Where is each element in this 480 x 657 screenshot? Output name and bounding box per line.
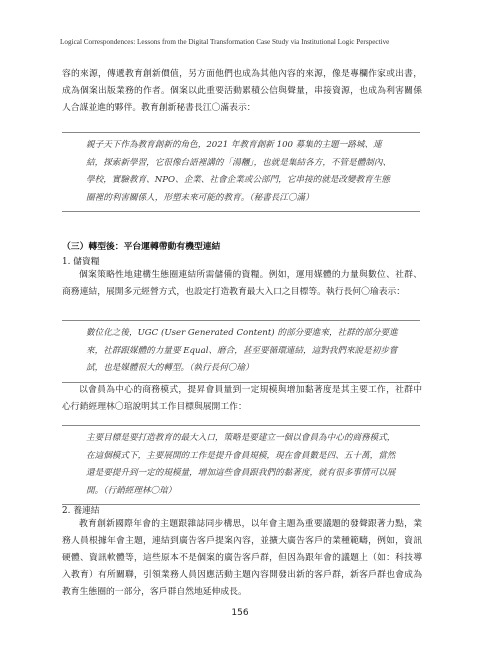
body-paragraph-3: 以會員為中心的商務模式，提昇會員量到一定規模與增加黏著度是其主要工作，社群中心行銷經理林〇琯說明其工作目標與展開工作： <box>62 385 422 412</box>
body-paragraph-1: 容的來源，傳遞教育創新價值，另方面他們也成為其他內容的來源，像是專欄作家或出書，成為個案出版業務的作者。個案以此重要活動累積公信與聲量，串接資源，也成為利害關係人合謀並進的夥伴。教育創新秘書長江〇滿表示： <box>62 69 422 113</box>
page-number: 156 <box>231 608 249 618</box>
quote-block-2: 數位化之後，UGC (User Generated Content) 的部分要進來，社群的部分要進來，社群跟媒體的力量要 Equal、磨合，甚至要循環連結，這對我們來說是初步嘗試，也是媒體很大的轉型。（執行長何〇瑜） <box>62 320 420 383</box>
body-paragraph-2: 個案策略性地建構生態圈連結所需儲備的資糧。例如，運用媒體的力量與數位、社群、商務連結，展開多元經營方式，也設定打造教育最大入口之目標等。執行長何〇瑜表示： <box>62 270 422 297</box>
quote-block-1: 親子天下作為教育創新的角色，2021 年教育創新 100 募集的主題一路城、連結，探索新學習，它很像台語裡講的「湯糰」，也就是集結各方，不管是體制內、學校，實驗教育、NPO、企業、社會企業或公部門，它串接的就是改變教育生態圈裡的利害關係人，形塑未來可能的教育。（秘書長江〇滿） <box>62 132 420 212</box>
body-paragraph-4: 教育創新國際年會的主題跟雜誌同步構思，以年會主題為重要議題的發聲跟著力點，業務人員根據年會主題，連結到廣告客戶提案內容，並擴大廣告客戶的業種範疇，例如，資訊硬體、資訊軟體等，這些原本不是個案的廣告客戶群，但因為跟年會的議題上（如：科技導入教育）有所關聯，引領業務人員因應活動主題內容開發出新的客戶群，新客戶群也會成為教育生態圈的一部分，客戶群自然地延伸成長。 <box>62 519 422 597</box>
section-heading: （三）轉型後：平台運轉帶動有機型連結 <box>62 242 221 252</box>
sub-heading-2: 2. 養連結 <box>62 506 100 516</box>
quote-block-3: 主要目標是要打造教育的最大入口，策略是要建立一個以會員為中心的商務模式，在這個模式下，主要展開的工作是提升會員規模，現在會員數是四、五十萬，當然還是要提升到一定的規模量，增加這些會員跟我們的黏著度，就有很多事情可以展開。（行銷經理林〇琯） <box>62 425 420 505</box>
running-header: Logical Correspondences: Lessons from the Digital Transformation Case Study via Institutional Logic Perspective <box>60 38 390 46</box>
sub-heading-1: 1. 儲資糧 <box>62 257 100 267</box>
